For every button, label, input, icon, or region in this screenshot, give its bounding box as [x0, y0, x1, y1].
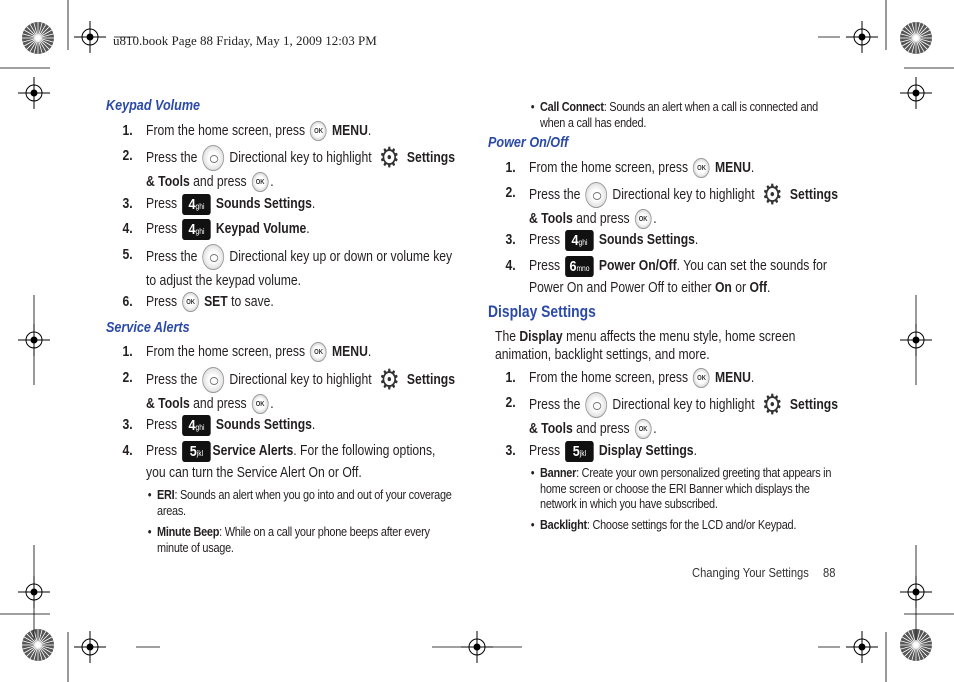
text: From the home screen, press: [146, 123, 309, 139]
number-key-icon: [565, 256, 594, 277]
text: .: [653, 421, 657, 437]
text: Directional key up or down or volume key to adjust the keypad volume.: [146, 248, 453, 289]
key-digit: 4: [571, 231, 579, 249]
settings-tools-icon: ⚙: [761, 389, 783, 420]
bold-term: Minute Beep: [157, 524, 220, 539]
footer-section-title: Changing Your Settings: [692, 565, 809, 580]
section-heading: Display Settings: [488, 303, 596, 321]
ok-key-icon: OK: [635, 419, 652, 439]
bold-term: MENU: [328, 123, 368, 139]
step-number: 3.: [505, 232, 516, 248]
text: .: [694, 232, 699, 248]
bold-term: MENU: [328, 344, 368, 360]
step-item: [122, 341, 458, 363]
registration-mark-icon: [74, 21, 106, 53]
text: Press the: [146, 248, 201, 265]
bold-term: Sounds Settings: [212, 417, 312, 433]
text: . You can set the sounds for Power On and Power Off to either: [529, 258, 827, 296]
step-number: 1.: [505, 160, 516, 176]
directional-key-icon: [203, 244, 225, 270]
subsection-heading: Service Alerts: [106, 319, 190, 336]
settings-tools-icon: ⚙: [761, 179, 783, 210]
bold-term: Settings & Tools: [146, 149, 455, 190]
number-key-icon: [565, 230, 594, 251]
step-item: [505, 229, 839, 251]
key-letters: ghi: [578, 237, 588, 247]
text: . For the following options, you can turn the Service Alert On or Off.: [146, 443, 436, 481]
ok-key-icon: OK: [252, 394, 269, 414]
step-number: 1.: [122, 344, 133, 360]
bullet-icon: •: [530, 465, 535, 480]
text: .: [693, 443, 697, 459]
text: Press: [146, 417, 181, 433]
bold-term: Settings & Tools: [146, 371, 455, 412]
step-number: 2.: [505, 395, 516, 411]
bold-term: Settings & Tools: [529, 186, 838, 227]
bullet-item: [530, 465, 842, 512]
text: to save.: [227, 294, 274, 310]
text: and press: [189, 174, 251, 190]
step-number: 6.: [122, 294, 133, 310]
text: The: [495, 329, 520, 345]
text: : Sounds an alert when a call is connected and when a call has ended.: [540, 99, 818, 130]
key-digit: 5: [572, 442, 580, 460]
text: .: [767, 280, 771, 296]
step-number: 4.: [122, 443, 133, 459]
text: Press: [146, 294, 181, 310]
key-letters: ghi: [195, 422, 205, 432]
bold-term: Settings & Tools: [529, 396, 838, 437]
number-key-icon: [565, 441, 594, 462]
bold-term: Sounds Settings: [212, 196, 312, 212]
color-target-icon: [22, 22, 54, 54]
directional-key-icon: [203, 145, 225, 171]
ok-key-icon: OK: [310, 342, 327, 362]
step-item: [505, 157, 839, 179]
number-key-icon: [182, 194, 211, 215]
registration-mark-icon: [846, 21, 878, 53]
bullet-item: [530, 517, 842, 533]
bullet-item: [147, 524, 461, 555]
text: .: [311, 417, 316, 433]
step-item: [122, 291, 458, 313]
step-item: [505, 179, 839, 230]
text: .: [270, 174, 274, 190]
key-digit: 4: [188, 220, 196, 238]
number-key-icon: [182, 441, 211, 462]
color-target-icon: [900, 22, 932, 54]
text: Press the: [529, 396, 584, 413]
subsection-heading: Power On/Off: [488, 134, 569, 151]
text: .: [750, 160, 755, 176]
key-letters: jkl: [196, 448, 204, 458]
bold-term: Sounds Settings: [595, 232, 695, 248]
key-digit: 4: [188, 416, 196, 434]
color-target-icon: [22, 629, 54, 661]
bold-term: Power On/Off: [595, 258, 677, 274]
text: .: [270, 396, 274, 412]
bold-term: On: [714, 280, 732, 296]
text: and press: [572, 421, 634, 437]
text: From the home screen, press: [529, 160, 692, 176]
text: From the home screen, press: [529, 370, 692, 386]
step-item: [505, 389, 839, 440]
ok-key-icon: OK: [310, 121, 327, 141]
step-number: 1.: [122, 123, 133, 139]
ok-key-icon: OK: [252, 172, 269, 192]
number-key-icon: [182, 415, 211, 436]
key-digit: 4: [188, 195, 196, 213]
bullet-icon: •: [147, 524, 152, 539]
book-header: u810.book Page 88 Friday, May 1, 2009 12:03 PM: [113, 33, 377, 48]
bold-term: Display Settings: [595, 443, 694, 459]
text: : Create your own personalized greeting that appears in home screen or choose the ERI Banner which displays the network in which you have subscribed.: [540, 465, 832, 511]
bullet-icon: •: [530, 99, 535, 114]
text: Press: [146, 443, 181, 459]
text: : Choose settings for the LCD and/or Keypad.: [586, 517, 797, 532]
text: Press the: [529, 186, 584, 203]
step-item: [122, 244, 458, 292]
step-number: 5.: [122, 247, 133, 263]
settings-tools-icon: ⚙: [378, 364, 400, 395]
registration-mark-icon: [18, 77, 50, 109]
ok-key-icon: OK: [635, 209, 652, 229]
bold-term: Service Alerts: [212, 443, 294, 459]
text: Press the: [146, 149, 201, 166]
text: Directional key to highlight: [609, 186, 758, 203]
bold-term: Display: [519, 329, 563, 345]
key-letters: mno: [576, 263, 590, 273]
bold-term: Call Connect: [540, 99, 604, 114]
step-item: [122, 120, 458, 142]
text: : Sounds an alert when you go into and out of your coverage areas.: [157, 487, 452, 518]
step-number: 3.: [122, 417, 133, 433]
step-number: 2.: [122, 370, 133, 386]
key-digit: 6: [569, 257, 577, 275]
key-letters: jkl: [579, 448, 587, 458]
text: Press the: [146, 371, 201, 388]
text: Press: [529, 258, 564, 274]
step-item: [505, 367, 839, 389]
text: .: [306, 221, 310, 237]
step-number: 4.: [505, 258, 516, 274]
key-digit: 5: [189, 442, 197, 460]
text: Directional key to highlight: [226, 149, 375, 166]
step-item: [505, 440, 839, 462]
directional-key-icon: [586, 182, 608, 208]
step-item: [122, 193, 458, 215]
step-number: 1.: [505, 370, 516, 386]
registration-mark-icon: [900, 77, 932, 109]
bold-term: Backlight: [540, 517, 587, 532]
step-item: [122, 414, 458, 436]
text: Press: [146, 196, 181, 212]
bullet-icon: •: [147, 487, 152, 502]
text: Directional key to highlight: [609, 396, 758, 413]
paragraph: [495, 328, 835, 364]
step-item: [122, 218, 458, 240]
step-number: 3.: [505, 443, 516, 459]
step-item: [505, 255, 839, 299]
text: or: [731, 280, 750, 296]
text: and press: [189, 396, 251, 412]
ok-key-icon: OK: [182, 292, 199, 312]
text: Press: [529, 232, 564, 248]
text: .: [750, 370, 755, 386]
bold-term: Off: [749, 280, 768, 296]
bold-term: MENU: [711, 370, 751, 386]
text: Press: [529, 443, 564, 459]
text: Press: [146, 221, 181, 237]
text: .: [367, 123, 372, 139]
bullet-icon: •: [530, 517, 535, 532]
bullet-item: [147, 487, 461, 518]
registration-mark-icon: [846, 631, 878, 663]
directional-key-icon: [203, 367, 225, 393]
key-letters: ghi: [195, 226, 205, 236]
text: and press: [572, 211, 634, 227]
step-number: 4.: [122, 221, 133, 237]
bold-term: Keypad Volume: [212, 221, 307, 237]
key-letters: ghi: [195, 201, 205, 211]
settings-tools-icon: ⚙: [378, 142, 400, 173]
subsection-heading: Keypad Volume: [106, 97, 201, 114]
page-number: 88: [823, 565, 836, 580]
bold-term: ERI: [157, 487, 175, 502]
directional-key-icon: [586, 392, 608, 418]
text: Directional key to highlight: [226, 371, 375, 388]
bold-term: MENU: [711, 160, 751, 176]
step-number: 2.: [505, 185, 516, 201]
ok-key-icon: OK: [693, 368, 710, 388]
number-key-icon: [182, 219, 211, 240]
text: .: [367, 344, 372, 360]
step-number: 2.: [122, 148, 133, 164]
text: : While on a call your phone beeps after every minute of usage.: [157, 524, 430, 555]
text: menu affects the menu style, home screen animation, backlight settings, and more.: [495, 329, 796, 363]
text: .: [311, 196, 316, 212]
registration-mark-icon: [74, 631, 106, 663]
step-number: 3.: [122, 196, 133, 212]
step-item: [122, 364, 458, 415]
bullet-item: [530, 99, 842, 130]
step-item: [122, 440, 458, 484]
bold-term: Banner: [540, 465, 577, 480]
bold-term: SET: [200, 294, 228, 310]
text: .: [653, 211, 657, 227]
ok-key-icon: OK: [693, 158, 710, 178]
step-item: [122, 142, 458, 193]
text: From the home screen, press: [146, 344, 309, 360]
